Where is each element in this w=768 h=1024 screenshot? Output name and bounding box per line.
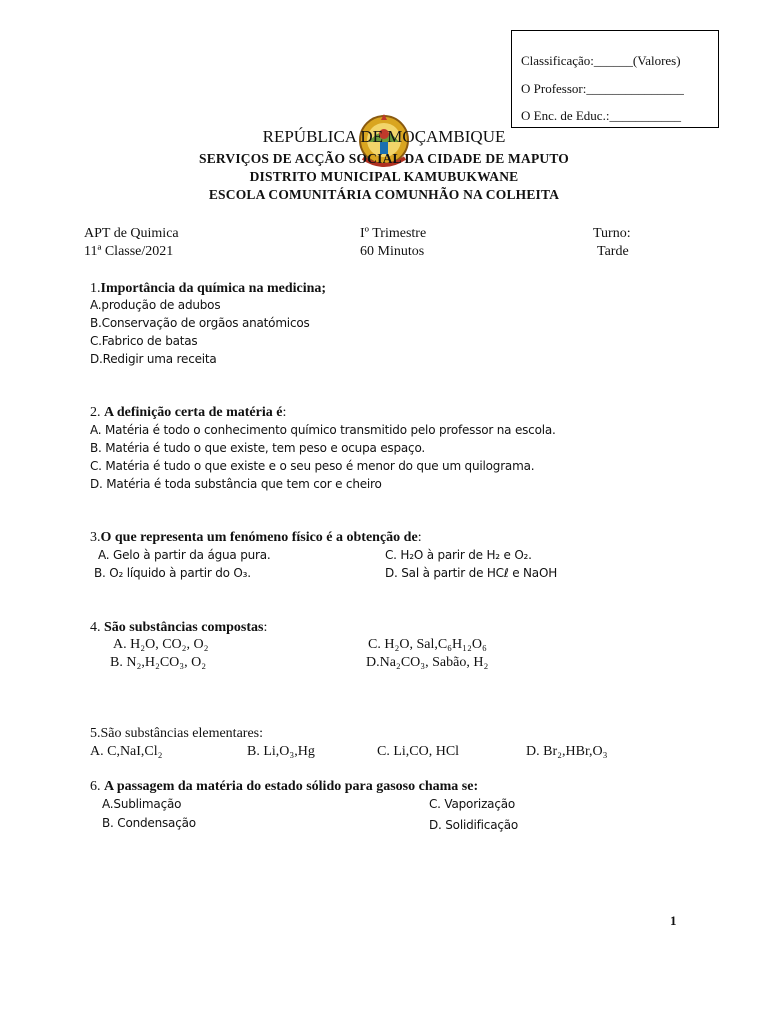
class-year-label: 11ª Classe/2021 xyxy=(84,244,174,259)
question-6-option-c: C. Vaporização xyxy=(429,797,516,811)
question-6-option-b: B. Condensação xyxy=(102,816,196,830)
question-1-option-c: C.Fabrico de batas xyxy=(90,334,198,348)
question-6-option-d: D. Solidificação xyxy=(429,818,519,832)
question-3-option-a: A. Gelo à partir da água pura. xyxy=(98,548,271,562)
question-6-title: 6. A passagem da matéria do estado sólido para gasoso chama se: xyxy=(90,779,479,794)
turno-label: Turno: xyxy=(593,226,631,241)
grade-box xyxy=(511,30,719,128)
enc-educ-field: O Enc. de Educ.:___________ xyxy=(521,108,681,123)
question-4-option-a: A. H₂O, CO₂, O₂ xyxy=(113,637,209,652)
turno-value: Tarde xyxy=(597,244,629,259)
question-1-option-d: D.Redigir uma receita xyxy=(90,352,217,366)
classificacao-field: Classificação:______(Valores) xyxy=(521,53,681,68)
question-3-option-d: D. Sal à partir de HCℓ e NaOH xyxy=(385,566,558,580)
question-3-title: 3.O que representa um fenómeno físico é a obtenção de: xyxy=(90,530,422,545)
professor-field: O Professor:_______________ xyxy=(521,81,684,96)
distrito-heading: DISTRITO MUNICIPAL KAMUBUKWANE xyxy=(249,169,519,184)
question-4-option-b: B. N₂,H₂CO₃, O₂ xyxy=(110,655,207,670)
question-4-title: 4. São substâncias compostas: xyxy=(90,620,268,635)
trimester-label: Iº Trimestre xyxy=(360,226,427,241)
question-2-option-c: C. Matéria é tudo o que existe e o seu peso é menor do que um quilograma. xyxy=(90,459,535,473)
escola-heading: ESCOLA COMUNITÁRIA COMUNHÃO NA COLHEITA xyxy=(208,187,560,202)
question-2-option-b: B. Matéria é tudo o que existe, tem peso e ocupa espaço. xyxy=(90,441,426,455)
question-5-title: 5.São substâncias elementares: xyxy=(90,726,264,741)
question-2-title: 2. A definição certa de matéria é: xyxy=(90,405,287,420)
question-2-option-d: D. Matéria é toda substância que tem cor e cheiro xyxy=(90,477,382,491)
republica-heading: REPÚBLICA DE MOÇAMBIQUE xyxy=(262,127,506,146)
page-number: 1 xyxy=(670,913,677,928)
question-3-option-c: C. H₂O à parir de H₂ e O₂. xyxy=(385,548,532,562)
question-1-option-a: A.produção de adubos xyxy=(90,298,221,312)
question-1-title: 1.Importância da química na medicina; xyxy=(90,281,327,296)
question-4-option-c: C. H₂O, Sal,C₆H₁₂O₆ xyxy=(368,637,487,652)
question-4-option-d: D.Na₂CO₃, Sabão, H₂ xyxy=(366,655,489,670)
duration-label: 60 Minutos xyxy=(360,244,425,259)
question-5-option-d: D. Br₂,HBr,O₃ xyxy=(526,744,608,759)
subject-label: APT de Quimica xyxy=(84,226,179,241)
question-5-option-a: A. C,NaI,Cl₂ xyxy=(90,744,163,759)
question-2-option-a: A. Matéria é todo o conhecimento químico transmitido pelo professor na escola. xyxy=(90,423,556,437)
question-3-option-b: B. O₂ líquido à partir do O₃. xyxy=(94,566,251,580)
servicos-heading: SERVIÇOS DE ACÇÃO SOCIAL DA CIDADE DE MAPUTO xyxy=(198,151,569,166)
question-5-option-c: C. Li,CO, HCl xyxy=(377,744,460,759)
question-5-option-b: B. Li,O₃,Hg xyxy=(247,744,315,759)
question-1-option-b: B.Conservação de orgãos anatómicos xyxy=(90,316,310,330)
question-6-option-a: A.Sublimação xyxy=(102,797,182,811)
